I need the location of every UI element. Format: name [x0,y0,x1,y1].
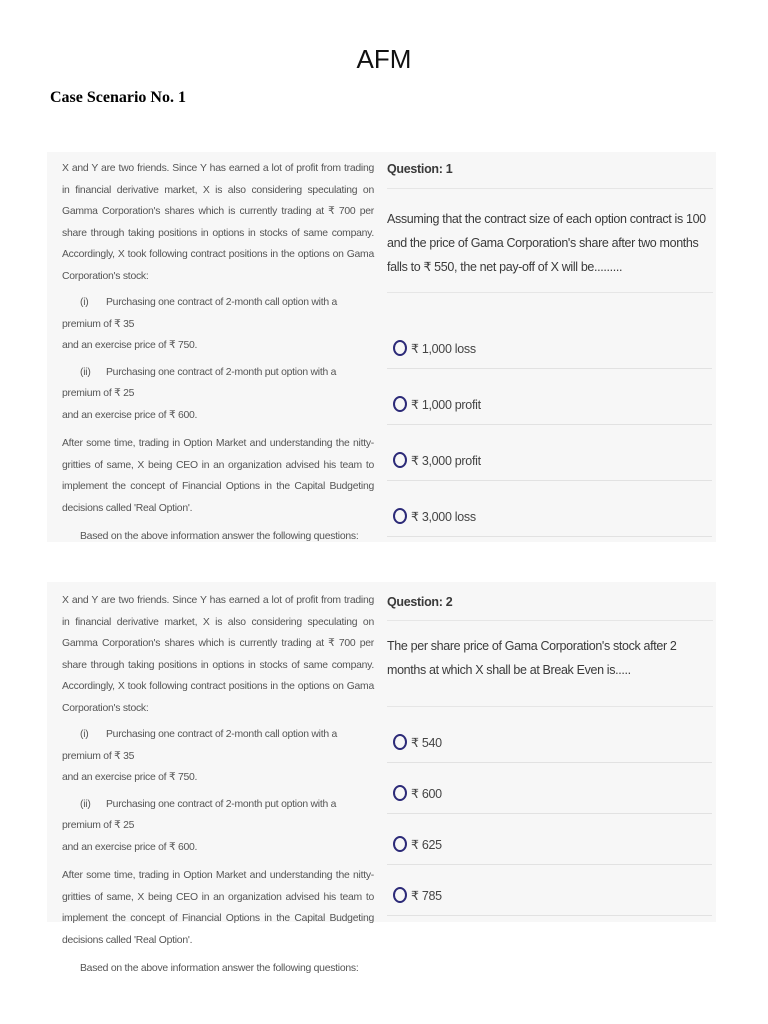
question-title: Question: 2 [387,595,453,609]
radio-button-icon[interactable] [393,785,407,801]
page-title: AFM [356,44,412,74]
answer-option[interactable] [387,440,712,481]
divider [387,188,713,189]
radio-button-icon[interactable] [393,452,407,468]
answer-option[interactable] [387,496,712,537]
option-label: ₹ 785 [411,888,442,903]
item-number: (i) [80,297,89,308]
instruction-text: Based on the above information answer the following questions: [80,531,359,542]
question-area [387,582,713,922]
question-card-1 [47,152,716,542]
position-item-1 [62,292,374,357]
radio-button-icon[interactable] [393,836,407,852]
position-item-2 [62,362,374,427]
answer-option[interactable] [387,384,712,425]
option-label: ₹ 3,000 loss [411,509,476,524]
case-description [62,158,374,548]
item-text: Purchasing one contract of 2-month call option with a premium of ₹ 35 [62,729,338,762]
item-text-continued: and an exercise price of ₹ 600. [62,841,198,853]
answer-option[interactable] [387,875,712,916]
item-text-continued: and an exercise price of ₹ 750. [62,340,198,351]
item-text-continued: and an exercise price of ₹ 750. [62,772,198,783]
item-text: Purchasing one contract of 2-month put option with a premium of ₹ 25 [62,366,337,399]
item-number: (ii) [80,798,91,810]
position-item-2 [62,794,374,859]
divider [387,706,713,707]
answer-option[interactable] [387,773,712,814]
item-number: (ii) [80,366,91,378]
option-label: ₹ 625 [411,837,442,852]
radio-button-icon[interactable] [393,508,407,524]
item-number: (i) [80,729,89,740]
question-title: Question: 1 [387,162,453,176]
divider [387,620,713,621]
item-text: Purchasing one contract of 2-month put option with a premium of ₹ 25 [62,798,337,831]
option-label: ₹ 3,000 profit [411,453,481,468]
option-label: ₹ 1,000 profit [411,397,481,412]
question-card-2 [47,582,716,974]
case-description [62,590,374,980]
radio-button-icon[interactable] [393,340,407,356]
case-scenario-heading: Case Scenario No. 1 [50,89,186,106]
answer-option[interactable] [387,328,712,369]
question-area [387,152,713,542]
position-item-1 [62,724,374,789]
item-text: Purchasing one contract of 2-month call option with a premium of ₹ 35 [62,297,338,330]
after-text: After some time, trading in Option Market and understanding the nitty-gritties of same, X being CEO in an organization advised his team to implement the concept of Financial Options in the Capital Budgeting decisions called 'Real Option'. [62,438,374,514]
radio-button-icon[interactable] [393,887,407,903]
question-text: Assuming that the contract size of each option contract is 100 and the price of Gama Corporation's share after two months falls to ₹ 550, the net pay-off of X will be......... [387,212,706,274]
divider [387,292,713,293]
question-text: The per share price of Gama Corporation's stock after 2 months at which X shall be at Break Even is..... [387,639,677,677]
item-text-continued: and an exercise price of ₹ 600. [62,409,198,421]
intro-text: X and Y are two friends. Since Y has earned a lot of profit from trading in financial derivative market, X is also considering speculating on Gamma Corporation's shares which is currently trading at ₹ 700 per share through taking positions in options in stocks of same company. Accordingly, X took following contract positions in the options on Gama Corporation's stock: [62,595,374,714]
answer-option[interactable] [387,722,712,763]
radio-button-icon[interactable] [393,396,407,412]
instruction-text: Based on the above information answer the following questions: [80,963,359,974]
after-text: After some time, trading in Option Market and understanding the nitty-gritties of same, X being CEO in an organization advised his team to implement the concept of Financial Options in the Capital Budgeting decisions called 'Real Option'. [62,870,374,946]
option-label: ₹ 540 [411,735,442,750]
answer-option[interactable] [387,824,712,865]
radio-button-icon[interactable] [393,734,407,750]
option-label: ₹ 600 [411,786,442,801]
option-label: ₹ 1,000 loss [411,341,476,356]
intro-text: X and Y are two friends. Since Y has earned a lot of profit from trading in financial derivative market, X is also considering speculating on Gamma Corporation's shares which is currently trading at ₹ 700 per share through taking positions in options in stocks of same company. Accordingly, X took following contract positions in the options on Gama Corporation's stock: [62,163,374,282]
